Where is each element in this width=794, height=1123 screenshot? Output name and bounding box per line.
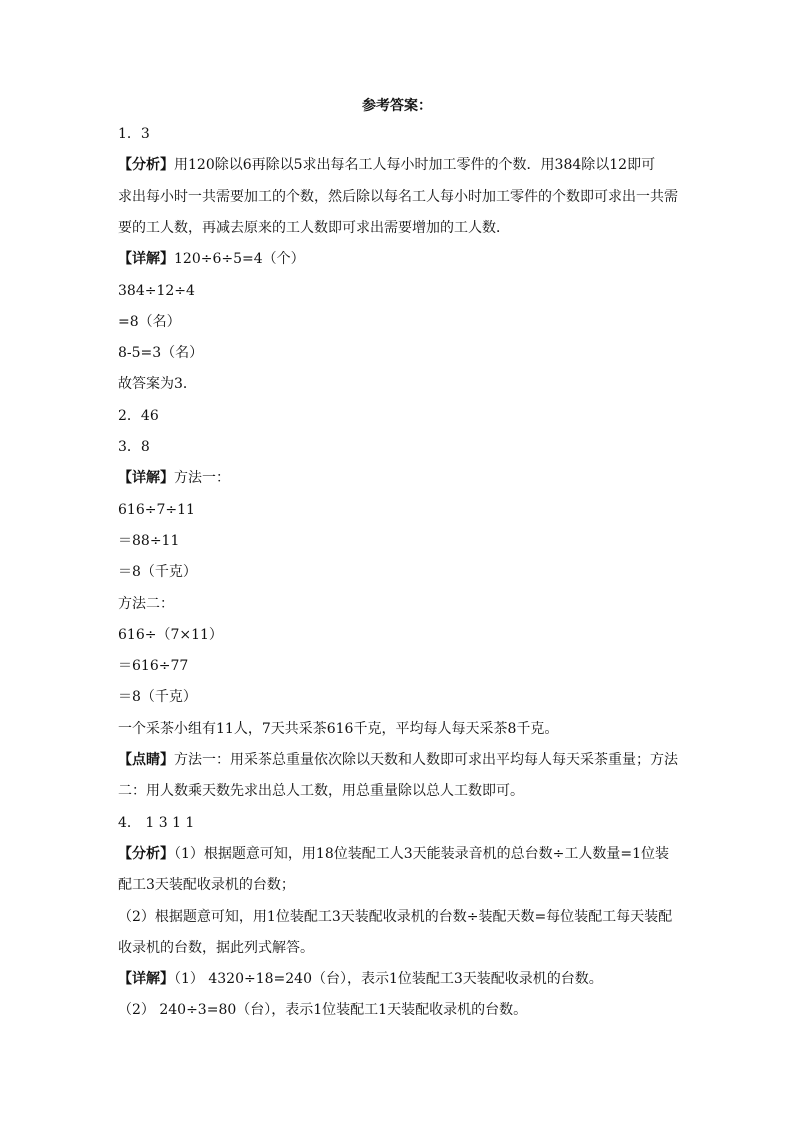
line-text: 一个采茶小组有11人，7天共采茶616千克，平均每人每天采茶8千克。 [118,720,559,737]
answer-line [118,1000,688,1020]
answer-line [118,938,688,958]
line-text: ＝88÷11 [118,532,180,549]
answer-line [118,437,688,457]
answer-line [118,687,688,707]
line-text: 2．46 [118,407,159,424]
line-text: （1） 4320÷18=240（台），表示1位装配工3天装配收录机的台数。 [174,971,603,988]
answer-line [118,531,688,551]
answer-line [118,374,688,394]
line-text: 求出每小时一共需要加工的个数，然后除以每名工人每小时加工零件的个数即可求出一共需 [118,188,678,205]
answer-line [118,719,688,739]
section-tag: 【详解】 [118,971,174,988]
line-text: 3．8 [118,439,150,455]
line-text: 方法一： [174,470,230,487]
line-text: ＝8（千克） [118,564,197,581]
answer-line [118,844,688,864]
answer-line [118,343,688,363]
answer-line [118,781,688,801]
line-text: 收录机的台数，据此列式解答。 [118,939,314,956]
page-title: 参考答案： [362,98,432,114]
line-text: ＝8（千克） [118,689,197,706]
answer-line [118,124,688,144]
line-text: 故答案为3． [118,376,197,393]
answer-line [118,656,688,676]
line-text: 616÷7÷11 [118,501,195,518]
answer-line [118,187,688,207]
line-text: （2）根据题意可知，用1位装配工3天装配收录机的台数÷装配天数=每位装配工每天装配 [118,908,673,925]
line-text: （2） 240÷3=80（台），表示1位装配工1天装配收录机的台数。 [118,1002,528,1019]
line-text: 1．3 [118,126,150,142]
answer-line [118,500,688,520]
section-tag: 【详解】 [118,470,174,487]
line-text: 方法二： [118,595,174,612]
answer-line [118,155,688,175]
section-tag: 【分析】 [118,157,174,174]
answer-line [118,594,688,614]
line-text: 方法一：用采茶总重量依次除以天数和人数即可求出平均每人每天采茶重量；方法 [174,752,678,768]
answer-line [118,562,688,582]
line-text: 616÷（7×11） [118,626,223,643]
line-text: 120÷6÷5=4（个） [174,251,305,268]
answer-line [118,249,688,269]
line-text: 要的工人数，再减去原来的工人数即可求出需要增加的工人数． [118,219,510,236]
section-tag: 【详解】 [118,251,174,268]
line-text: ＝616÷77 [118,658,189,675]
answer-line [118,281,688,301]
answer-line [118,468,688,488]
answer-line [118,750,688,770]
line-text: 配工3天装配收录机的台数； [118,877,295,894]
answer-line [118,907,688,927]
line-text: 8-5=3（名） [118,345,204,362]
section-tag: 【点睛】 [118,752,174,768]
line-text: 二：用人数乘天数先求出总人工数，用总重量除以总人工数即可。 [118,783,524,800]
line-text: 用120除以6再除以5求出每名工人每小时加工零件的个数．用384除以12即可 [174,157,656,174]
answer-line [118,813,688,833]
answer-line [118,969,688,989]
answer-line [118,312,688,332]
line-text: =8（名） [118,313,181,330]
answer-line [118,218,688,238]
line-text: （1）根据题意可知，用18位装配工人3天能装录音机的总台数÷工人数量=1位装 [174,845,669,862]
answer-line [118,625,688,645]
section-tag: 【分析】 [118,845,174,862]
answer-line [118,406,688,426]
line-text: 384÷12÷4 [118,282,195,299]
answer-line [118,875,688,895]
line-text: 4． 1 3 1 1 [118,814,195,831]
